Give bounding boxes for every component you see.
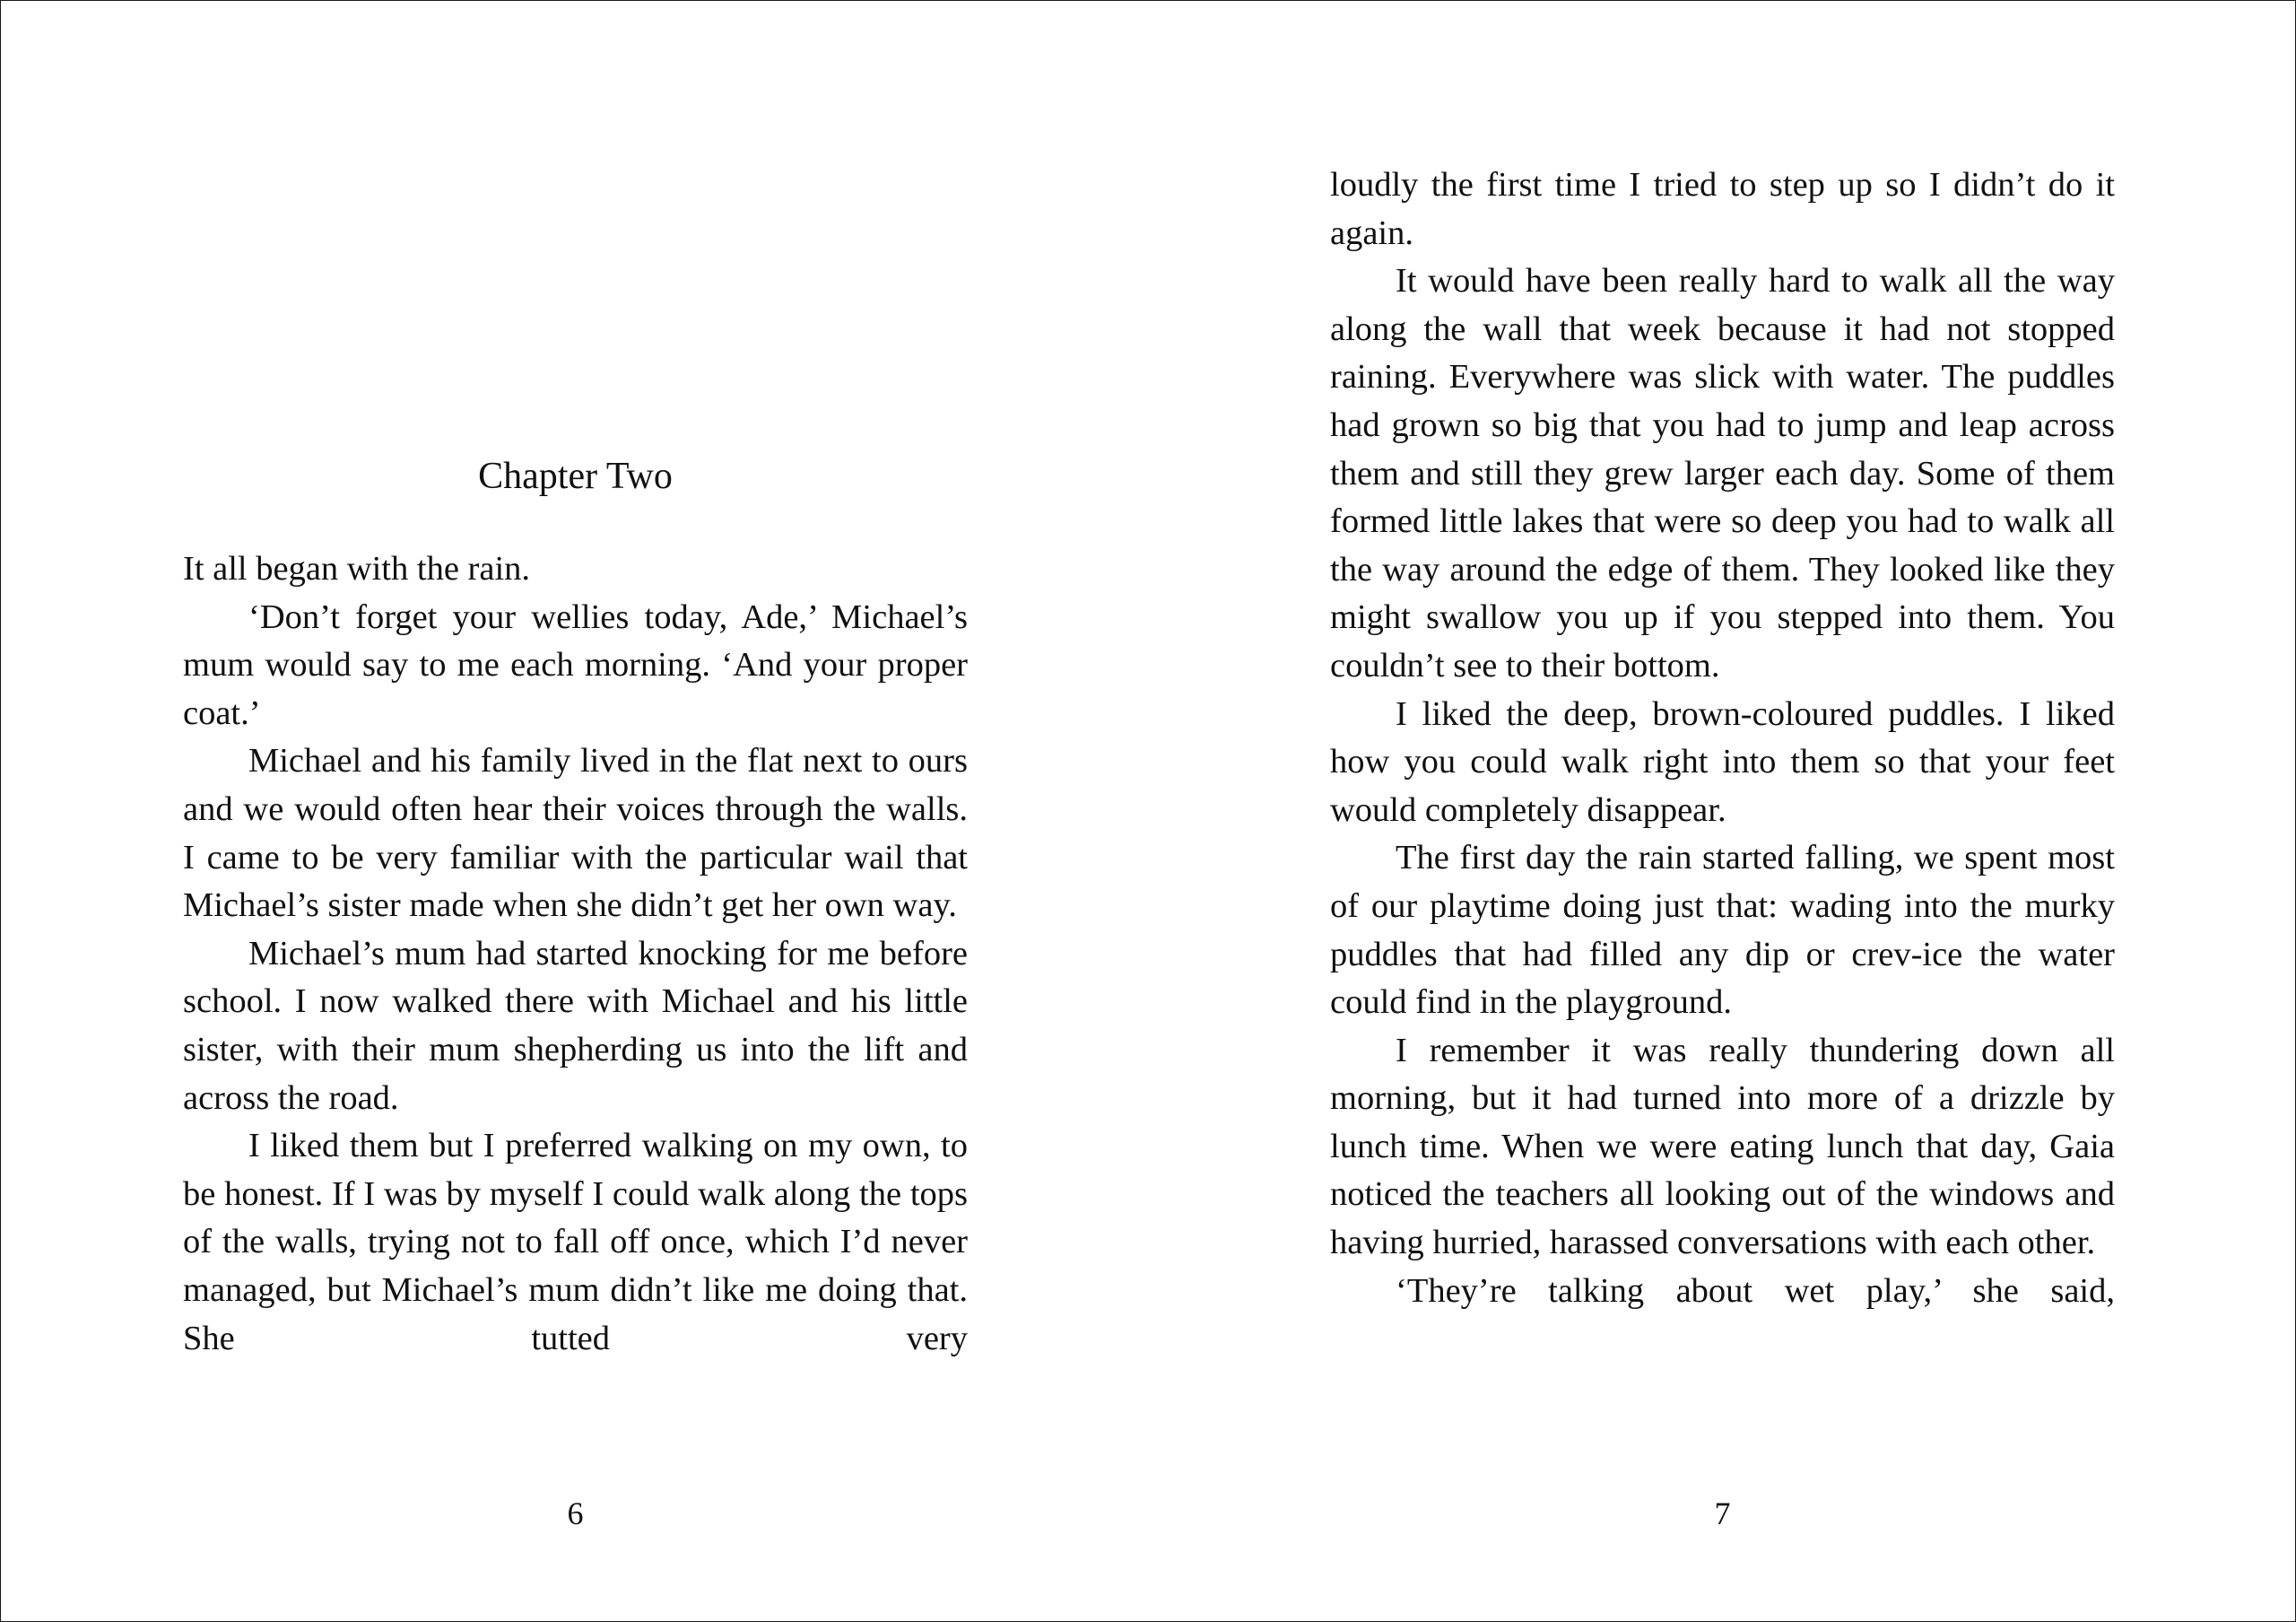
left-page [183,1,968,1621]
paragraph: I liked the deep, brown-coloured puddles. I liked how you could walk right into them so that your feet would completely disappear. [1330,694,2115,829]
paragraph: ‘Don’t forget your wellies today, Ade,’ Michael’s mum would say to me each morning. ‘And your proper coat.’ [183,597,968,732]
chapter-title: Chapter Two [478,456,673,497]
paragraph: loudly the first time I tried to step up so I didn’t do it again. [1330,166,2115,252]
paragraph: The first day the rain started falling, we spent most of our playtime doing just that: wading into the murky puddles that had filled any dip or crev-ice the water could find in the playground. [1330,839,2115,1022]
right-page-body [1330,161,2115,1315]
paragraph: I remember it was really thundering down all morning, but it had turned into more of a drizzle by lunch time. When we were eating lunch that day, Gaia noticed the teachers all looking out of the windows and having hurried, harassed conversations with each other. [1330,1031,2115,1262]
paragraph: Michael and his family lived in the flat next to ours and we would often hear their voices through the walls. I came to be very familiar with the particular wail that Michael’s sister made when she didn’t get her own way. [183,742,968,925]
paragraph: It all began with the rain. [183,550,531,588]
paragraph: ‘They’re talking about wet play,’ she said, [1396,1271,2115,1310]
paragraph: Michael’s mum had started knocking for me before school. I now walked there with Michael and his little sister, with their mum shepherding us into the lift and across the road. [183,934,968,1117]
paragraph: I liked them but I preferred walking on my own, to be honest. If I was by myself I could walk along the tops of the walls, trying not to fall off once, which I’d never managed, but Michael’s mum didn’t like me doing that. She tutted very [183,1127,968,1357]
page-number: 6 [567,1496,584,1531]
page-number: 7 [1714,1496,1731,1531]
right-page [1330,1,2115,1621]
paragraph: It would have been really hard to walk all the way along the wall that week because it had not stopped raining. Everywhere was slick with water. The puddles had grown so big that you had to jump and leap across them and still they grew larger each day. Some of them formed little lakes that were so deep you had to walk all the way around the edge of them. They looked like they might swallow you up if you stepped into them. You couldn’t see to their bottom. [1330,262,2115,685]
left-page-body [183,545,968,1363]
